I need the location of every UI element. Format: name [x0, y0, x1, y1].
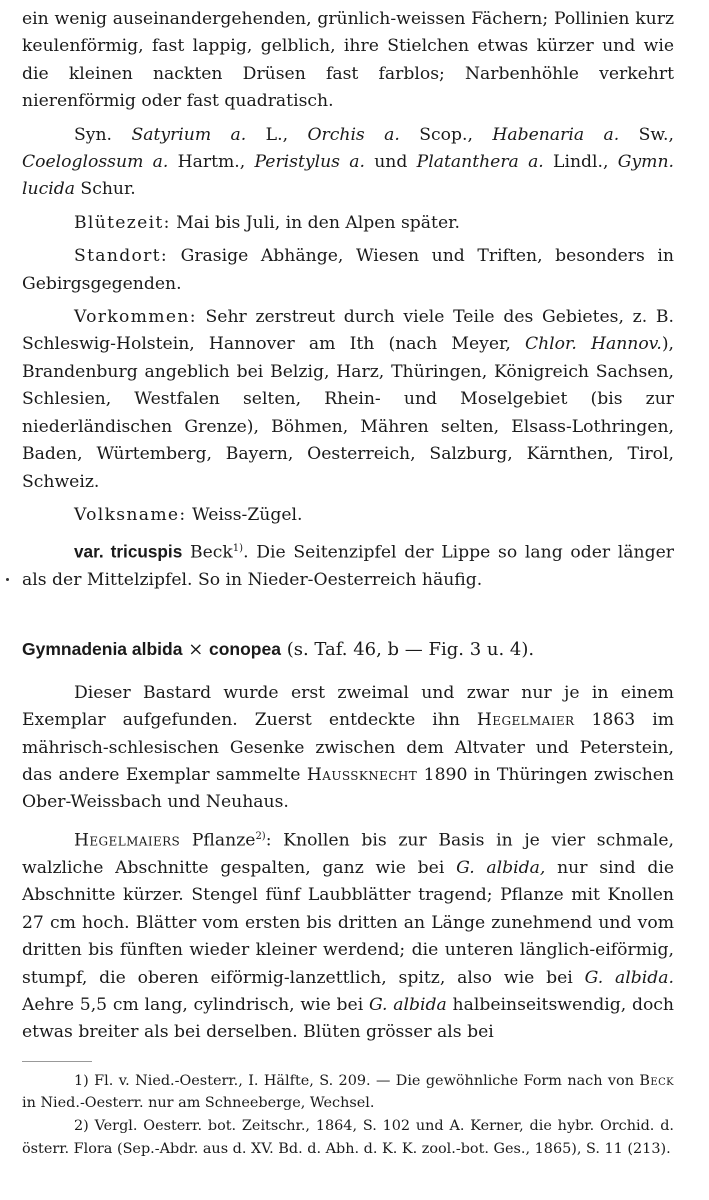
bastard-text-2: 1863 im mährisch-schlesischen Gesenke zwischen dem Altvater und Peterstein, das andere Exemplar sammelte [22, 710, 674, 786]
synonym-author-6: Lindl., [543, 152, 618, 173]
heading-plate-ref: (s. Taf. 46, b — Fig. 3 u. 4). [280, 638, 535, 660]
pflanze-text-4: halbeinseitswendig, doch etwas breiter als bei derselben. Blüten grösser als bei [22, 995, 674, 1043]
pflanze-text-3: Aehre 5,5 cm lang, cylindrisch, wie bei [22, 995, 369, 1016]
footnote-1-text-2: in Nied.-Oesterr. nur am Schneeberge, Wechsel. [22, 1095, 375, 1112]
synonyms-label: Syn. [74, 124, 113, 145]
bluetezeit-paragraph [22, 210, 674, 237]
synonym-3: Habenaria a. [492, 124, 620, 145]
synonym-7: Gymn. lucida [22, 152, 674, 200]
synonym-2: Orchis a. [307, 124, 400, 145]
species-italic-2: G. albida. [584, 967, 674, 988]
author-hegelmaier: Hegelmaier [476, 710, 575, 731]
pflanze-text-1: : Knollen bis zur Basis in je vier schmale, walzliche Abschnitte gespalten, ganz wie bei [22, 830, 674, 879]
synonym-author-2: Scop., [399, 124, 493, 145]
species-italic-1: G. albida, [456, 858, 546, 879]
footnote-2: 2) Vergl. Oesterr. bot. Zeitschr., 1864, S. 102 und A. Kerner, die hybr. Orchid. d. österr. Flora (Sep.-Abdr. aus d. XV. Bd. d. Abh. d. K. K. zool.-bot. Ges., 1865), S. 11 (213). [22, 1118, 674, 1157]
heading-cross: × [182, 638, 209, 660]
bluetezeit-text: Mai bis Juli, in den Alpen später. [170, 212, 460, 233]
page [22, 6, 674, 1160]
footnote-ref-1: 1) [232, 543, 244, 555]
footnote-ref-2: 2) [255, 830, 266, 842]
standort-paragraph [22, 243, 674, 298]
paragraph-description: ein wenig auseinandergehenden, grünlich-weissen Fächern; Pollinien kurz keulenförmig, fast lappig, gelblich, ihre Stielchen etwas kürzer und wie die kleinen nackten Drüsen fast farblos; Narbenhöhle verkehrt nierenförmig oder fast quadratisch. [22, 9, 674, 112]
volksname-text: Weiss-Zügel. [186, 504, 303, 525]
vorkommen-citation: Chlor. Hannov. [524, 334, 662, 355]
pflanze-text-2: nur sind die Abschnitte kürzer. Stengel fünf Laubblätter tragend; Pflanze mit Knollen 27 cm hoch. Blätter vom ersten bis dritten an Länge zunehmend und vom dritten bis fünften wieder kleiner werdend; die unteren länglich-eiförmig, stumpf, die oberen eiförmig-lanzettlich, spitz, also wie bei [22, 858, 674, 988]
volksname-label: Volksname: [74, 504, 187, 525]
variety-paragraph [22, 535, 674, 595]
synonym-author-3: Sw., [619, 124, 674, 145]
variety-author: Beck [182, 543, 233, 564]
species-italic-3: G. albida [368, 995, 447, 1016]
heading-species-a: Gymnadenia albida [22, 638, 183, 659]
bluetezeit-label: Blütezeit: [74, 212, 171, 233]
footnote-1 [22, 1070, 674, 1115]
variety-name: var. tricuspis [74, 542, 183, 563]
synonym-author-4: Hartm., [168, 152, 255, 173]
synonyms-paragraph [22, 122, 674, 204]
bastard-paragraph [22, 680, 674, 817]
pflanze-word: Pflanze [180, 830, 256, 851]
standort-text: Grasige Abhänge, Wiesen und Triften, besonders in Gebirgsgegenden. [22, 246, 674, 294]
vorkommen-text-1: Sehr zerstreut durch viele Teile des Gebietes, z. B. Schleswig-Holstein, Hannover am Ith (nach Meyer, [22, 307, 674, 355]
vorkommen-paragraph [22, 304, 674, 496]
synonym-4: Coeloglossum a. [22, 152, 169, 173]
variety-text: . Die Seitenzipfel der Lippe so lang oder länger als der Mittelzipfel. So in Nieder-Oesterreich häufig. [22, 543, 674, 591]
synonym-author-7: Schur. [74, 179, 136, 200]
author-haussknecht: Haussknecht [306, 765, 418, 786]
synonym-author-1: L., [246, 124, 308, 145]
synonym-1: Satyrium a. [131, 124, 247, 145]
vorkommen-text-2: ), Brandenburg angeblich bei Belzig, Harz, Thüringen, Königreich Sachsen, Schlesien, Westfalen selten, Rhein- und Moselgebiet (bis zur niederländischen Grenze), Böhmen, Mähren selten, Elsass-Lothringen, Baden, Würtemberg, Bayern, Oesterreich, Salzburg, Kärnthen, Tirol, Schweiz. [22, 334, 674, 492]
synonym-5: Peristylus a. [254, 152, 365, 173]
section-heading [22, 635, 674, 664]
bastard-text-1: Dieser Bastard wurde erst zweimal und zwar nur je in einem Exemplar aufgefunden. Zuerst entdeckte ihn [22, 682, 674, 731]
stray-mark [6, 578, 9, 581]
pflanze-paragraph [22, 823, 674, 1047]
bastard-text-3: 1890 in Thüringen zwischen Ober-Weissbach und Neuhaus. [22, 765, 675, 813]
synonym-connector: und [364, 152, 417, 173]
standort-label: Standort: [74, 246, 168, 267]
synonym-6: Platanthera a. [416, 152, 544, 173]
author-hegelmaiers: Hegelmaiers [74, 830, 181, 851]
vorkommen-label: Vorkommen: [74, 307, 197, 328]
footnote-divider [22, 1061, 92, 1062]
volksname-paragraph [22, 502, 674, 529]
heading-species-b: conopea [209, 638, 281, 659]
footnote-1-text-1: 1) Fl. v. Nied.-Oesterr., I. Hälfte, S. 209. — Die gewöhnliche Form nach von [74, 1072, 640, 1089]
footnote-1-author: Beck [639, 1072, 674, 1089]
